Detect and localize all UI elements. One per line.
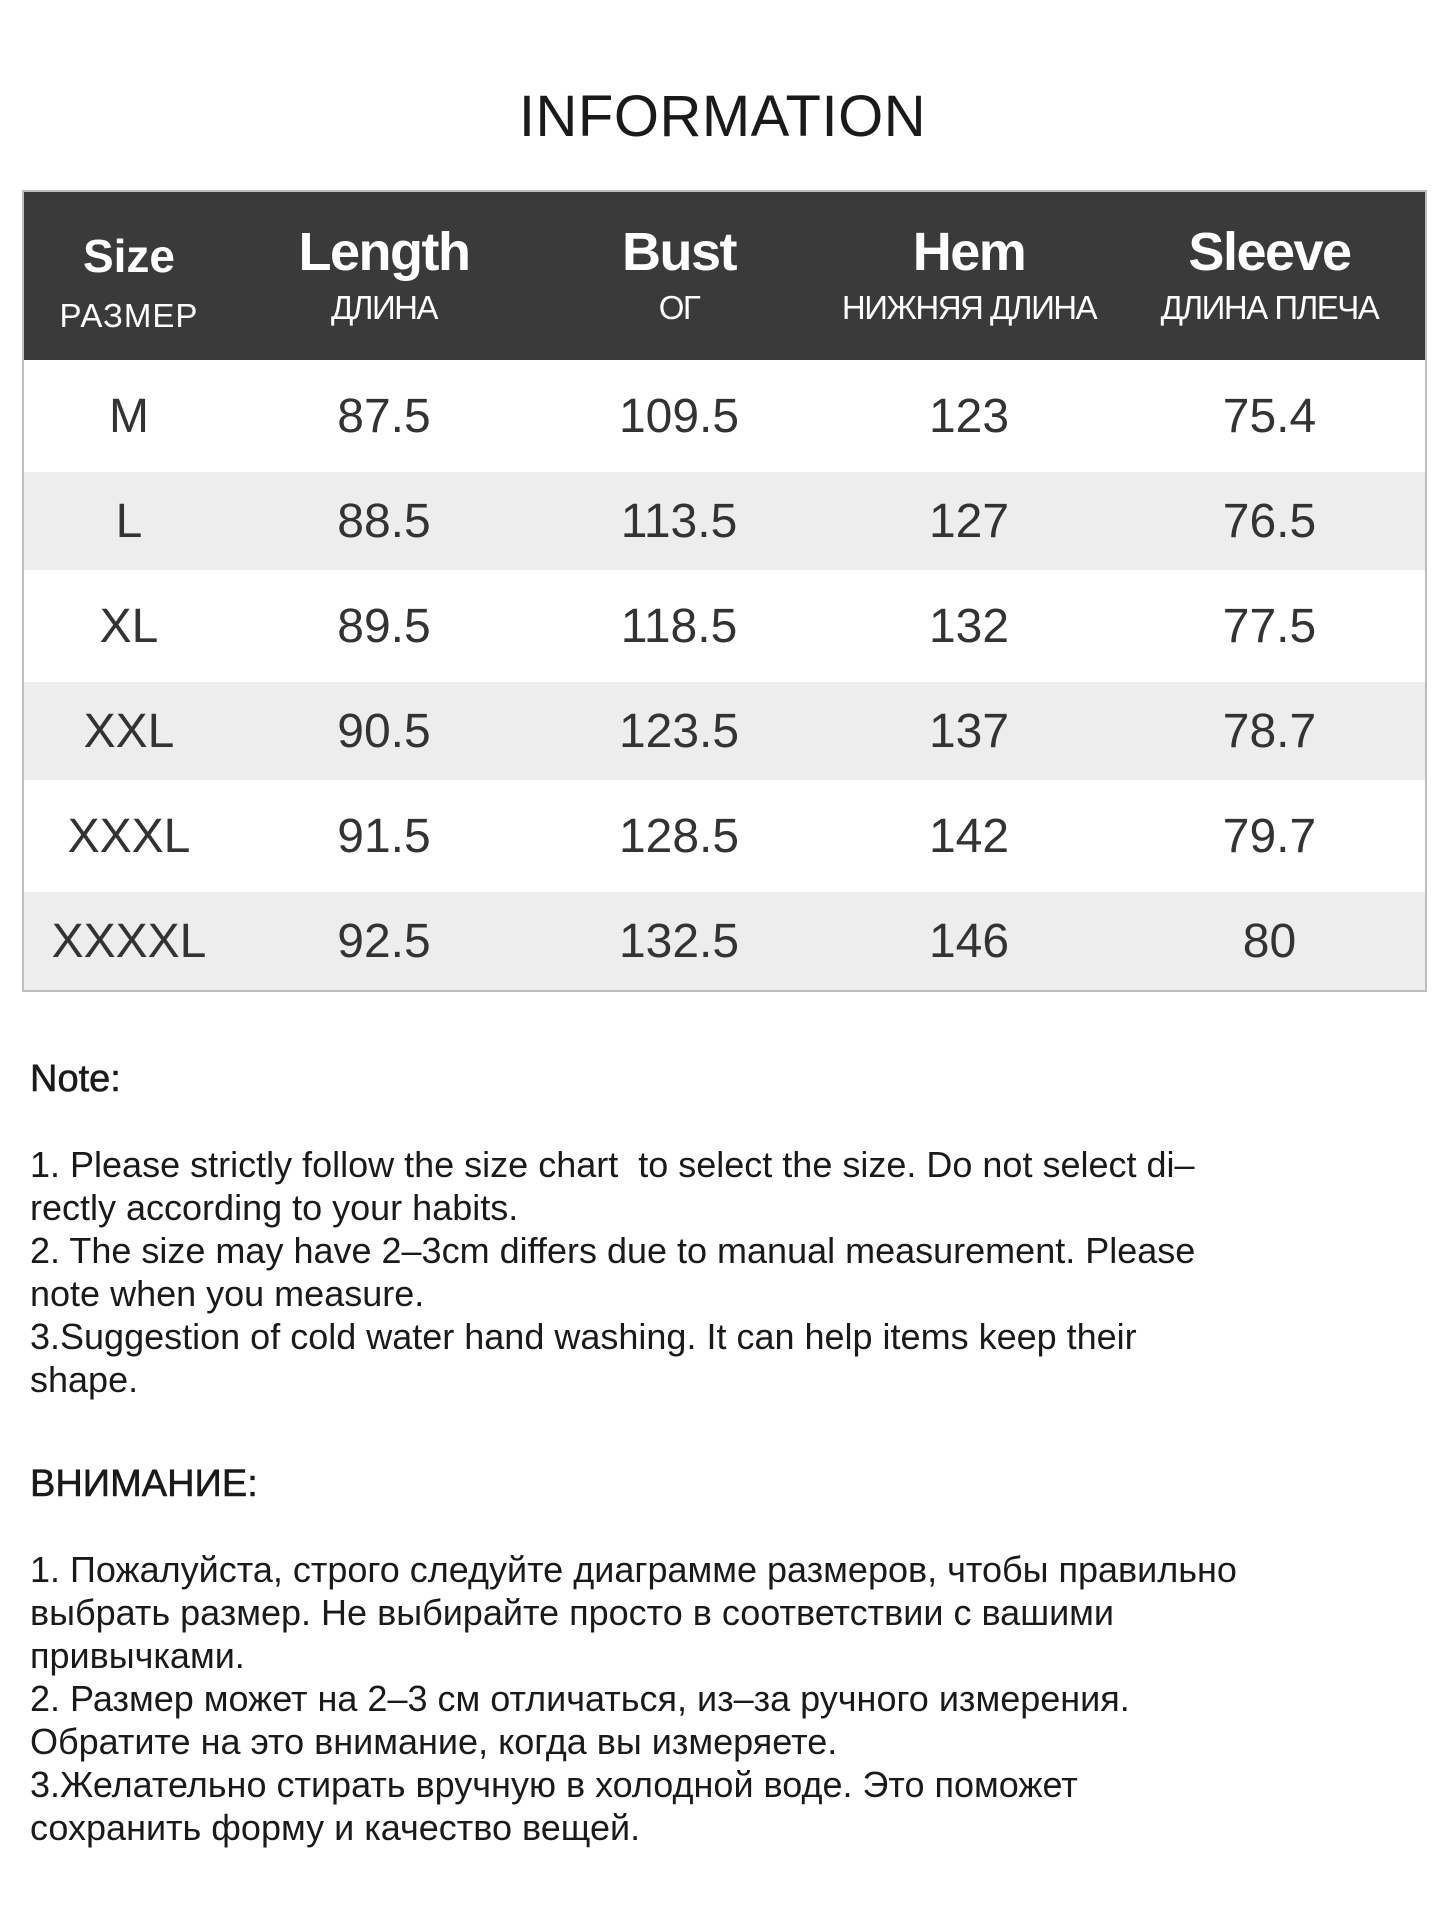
cell-size: L: [115, 494, 143, 548]
cell-hem: 137: [928, 704, 1010, 758]
cell-size: XXXXL: [51, 914, 207, 968]
table-row: [24, 472, 1425, 570]
cell-hem: 123: [928, 389, 1010, 443]
table-row: [24, 682, 1425, 780]
cell-length: 90.5: [337, 704, 431, 758]
header-bust: [534, 192, 824, 360]
note-item: 1. Пожалуйста, строго следуйте диаграмме размеров, чтобы правильно выбрать размер. Не выбирайте просто в соответствии с вашими привычками.: [30, 1549, 1237, 1676]
header-length-ru: ДЛИНА: [330, 289, 438, 326]
header-sleeve-en: Sleeve: [1188, 222, 1351, 282]
header-sleeve-ru: ДЛИНА ПЛЕЧА: [1160, 289, 1379, 326]
cell-sleeve: 75.4: [1222, 389, 1317, 443]
cell-bust: 123.5: [618, 704, 740, 758]
header-bust-ru: ОГ: [658, 289, 700, 326]
cell-bust: 113.5: [620, 494, 738, 548]
table-row: [24, 570, 1425, 682]
header-hem: [824, 192, 1114, 360]
note-item: 1. Please strictly follow the size chart to select the size. Do not select di– rectly according to your habits.: [30, 1144, 1195, 1228]
cell-sleeve: 78.7: [1222, 704, 1317, 758]
header-bust-en: Bust: [622, 222, 736, 282]
cell-bust: 118.5: [620, 599, 738, 653]
header-size-en: Size: [82, 230, 176, 282]
header-size: [24, 192, 234, 360]
cell-hem: 142: [928, 809, 1010, 863]
cell-bust: 132.5: [618, 914, 740, 968]
cell-sleeve: 76.5: [1222, 494, 1317, 548]
header-size-ru: РАЗМЕР: [59, 297, 199, 334]
cell-bust: 128.5: [618, 809, 740, 863]
page-title: INFORMATION: [518, 84, 927, 149]
cell-size: XXXL: [67, 809, 191, 863]
cell-length: 89.5: [337, 599, 431, 653]
cell-hem: 146: [928, 914, 1010, 968]
cell-sleeve: 80: [1242, 914, 1297, 968]
header-length: [234, 192, 534, 360]
note-item: 3.Желательно стирать вручную в холодной воде. Это поможет сохранить форму и качество вещей.: [30, 1764, 1078, 1848]
cell-length: 87.5: [337, 389, 431, 443]
table-row: [24, 360, 1425, 472]
note-item: 2. Размер может на 2–3 см отличаться, из–за ручного измерения. Обратите на это внимание, когда вы измеряете.: [30, 1678, 1130, 1762]
cell-sleeve: 79.7: [1222, 809, 1317, 863]
table-row: [24, 780, 1425, 892]
header-sleeve: [1114, 192, 1425, 360]
notes-russian: [30, 1463, 1420, 1849]
cell-size: XXL: [83, 704, 175, 758]
size-chart-table: [22, 190, 1427, 992]
note-item: 2. The size may have 2–3cm differs due to manual measurement. Please note when you measure.: [30, 1230, 1196, 1314]
note-item: 3.Suggestion of cold water hand washing. It can help items keep their shape.: [30, 1316, 1137, 1400]
cell-sleeve: 77.5: [1222, 599, 1317, 653]
header-length-en: Length: [298, 222, 470, 282]
table-row: [24, 892, 1425, 990]
cell-bust: 109.5: [618, 389, 740, 443]
table-header: [24, 192, 1425, 360]
cell-size: M: [109, 389, 149, 443]
notes-russian-heading: ВНИМАНИЕ:: [30, 1463, 258, 1505]
header-hem-ru: НИЖНЯЯ ДЛИНА: [841, 289, 1097, 326]
cell-hem: 127: [928, 494, 1010, 548]
cell-hem: 132: [928, 599, 1010, 653]
notes-english: [30, 1058, 1420, 1401]
cell-length: 91.5: [337, 809, 431, 863]
cell-length: 92.5: [337, 914, 431, 968]
cell-size: XL: [99, 599, 159, 653]
cell-length: 88.5: [337, 494, 431, 548]
header-hem-en: Hem: [912, 222, 1026, 282]
notes-english-heading: Note:: [30, 1058, 121, 1100]
